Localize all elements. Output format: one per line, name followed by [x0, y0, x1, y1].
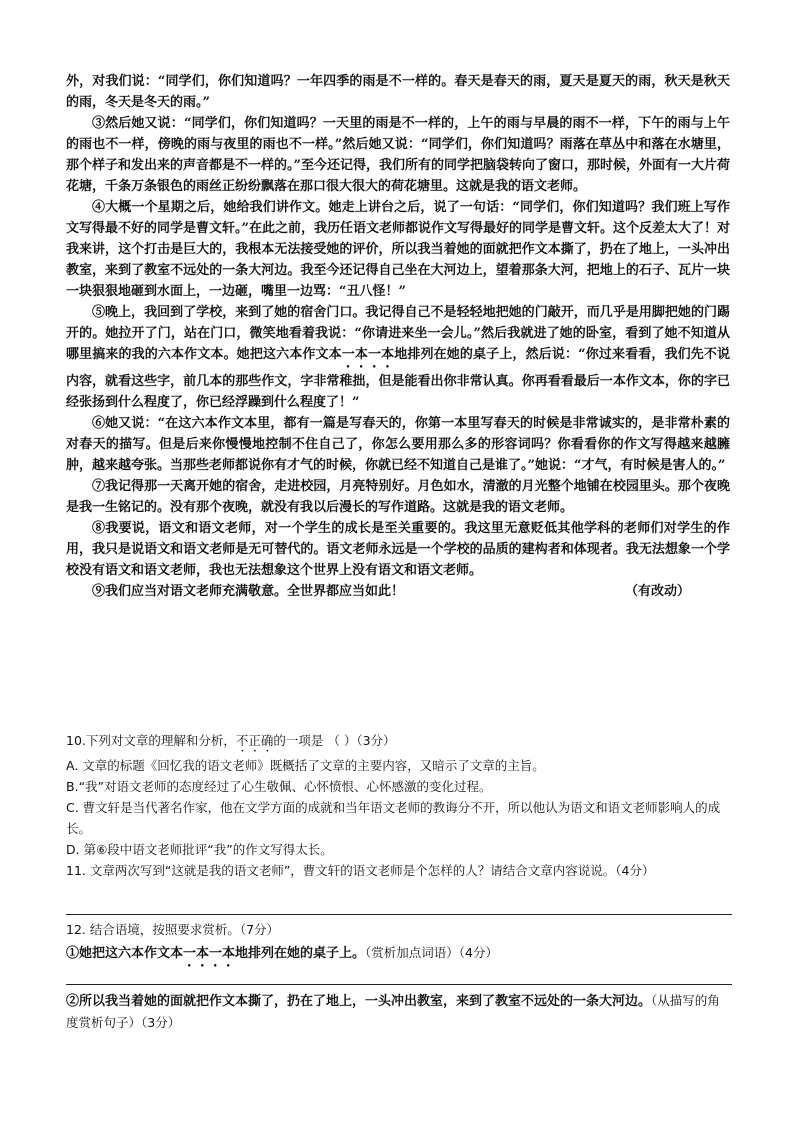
- passage-paragraph-4: ④大概一个星期之后，她给我们讲作文。她走上讲台之后，说了一句话：“同学们，你们知道吗？我们班上写作文写得最不好的同学是曹文轩。”在此之前，我历任语文老师都说作文写得最好的同学是曹文轩。这个反差太大了！对我来讲，这个打击是巨大的，我根本无法接受她的评价，所以我当着她的面就把作文本撕了，扔在了地上，一头冲出教室，来到了教室不远处的一条大河边。我至今还记得自己坐在大河边上，望着那条大河，把地上的石子、瓦片一块一块狠狠地砸到水面上，一边砸，嘴里一边骂：“丑八怪！”: [66, 200, 730, 299]
- q12-s1-requirement: （赏析加点词语）（4分）: [365, 945, 499, 960]
- q12-sentence-2: [66, 990, 730, 1033]
- question-10-stem: [66, 730, 730, 755]
- q12-s1-text-b: 地排列在她的桌子上。: [235, 946, 366, 961]
- paragraph-5-text-a: ⑤晚上，我回到了学校，来到了她的宿舍门口。我记得自己不是轻轻地把她的门敲开，而几乎是用脚把她的门踢开的。她拉开了门，站在门口，微笑地看着我说：“你请进来坐一会儿。”然后我就进了她的卧室，看到了她不知道从哪里搞来的我的六本作文本。她把这六本作文本: [66, 305, 730, 362]
- emphasized-phrase: 一本一本: [341, 347, 395, 362]
- answer-line-1: [66, 914, 732, 915]
- passage-paragraph-5: [66, 302, 730, 413]
- q12-s1-emphasized: 一本一本: [183, 946, 236, 961]
- passage-paragraph-3: ③然后她又说：“同学们，你们知道吗？一天里的雨是不一样的，上午的雨与早晨的雨不一样，下午的雨与上午的雨也不一样，傍晚的雨与夜里的雨也不一样。”然后她又说：“同学们，你们知道吗？雨落在草丛中和落在水塘里，那个样子和发出来的声音都是不一样的。”至今还记得，我们所有的同学把脑袋转向了窗口，那时候，外面有一大片荷花塘，千条万条银色的雨丝正纷纷飘落在那口很大很大的荷花塘里。这就是我的语文老师。: [66, 116, 730, 194]
- answer-line-2: [66, 984, 732, 985]
- passage-paragraph-7: ⑦我记得那一天离开她的宿舍，走进校园，月亮特别好。月色如水，清澈的月光整个地铺在校园里头。那个夜晚是我一生铭记的。没有那个夜晚，就没有我以后漫长的写作道路。这就是我的语文老师。: [66, 479, 730, 515]
- passage-paragraph-1-end: 外，对我们说：“同学们，你们知道吗？一年四季的雨是不一样的。春天是春天的雨，夏天是夏天的雨，秋天是秋天的雨，冬天是冬天的雨。”: [66, 74, 730, 110]
- question-10: [66, 730, 730, 881]
- passage-paragraph-9: [66, 581, 730, 602]
- question-12-part-2: [66, 990, 730, 1033]
- option-b-text: “我”对语文老师的态度经过了心生敬佩、心怀愤恨、心怀感激的变化过程。: [78, 779, 492, 794]
- question-12-stem: 12. 结合语境，按照要求赏析。（7分）: [66, 922, 280, 937]
- q12-s2-requirement: （从描写的角度赏析句子）（3分）: [66, 993, 720, 1030]
- q10-stem-a: 10.下列对文章的理解和分析，: [66, 733, 236, 748]
- option-a[interactable]: A. 文章的标题《回忆我的语文老师》既概括了文章的主要内容，又暗示了文章的主旨。: [66, 758, 545, 773]
- option-d[interactable]: D. 第⑥段中语文老师批评“我”的作文写得太长。: [66, 842, 333, 857]
- question-11-stem: 11. 文章两次写到“这就是我的语文老师”，曹文轩的语文老师是个怎样的人？请结合文章内容说说。（4分）: [66, 863, 655, 878]
- reading-passage: [66, 71, 730, 602]
- paragraph-9-text: ⑨我们应当对语文老师充满敬意。全世界都应当如此！: [92, 584, 405, 599]
- option-c[interactable]: C. 曹文轩是当代著名作家，他在文学方面的成就和当年语文老师的教诲分不开，所以他认为语文和语文老师影响人的成长。: [66, 800, 721, 836]
- question-12: [66, 919, 730, 970]
- option-b[interactable]: [66, 776, 730, 797]
- passage-paragraph-6: ⑥她又说：“在这六本作文本里，都有一篇是写春天的，你第一本里写春天的时候是非常诚实的，是非常朴素的对春天的描写。但是后来你慢慢地控制不住自己了，你怎么要用那么多的形容词吗？你看看你的作文写得越来越臃肿，越来越夸张。当那些老师都说你有才气的时候，你就已经不知道自己是谁了。”她说：“才气，有时候是害人的。”: [66, 416, 730, 473]
- q12-s2-text: ②所以我当着她的面就把作文本撕了，扔在了地上，一头冲出教室，来到了教室不远处的一条大河边。: [66, 994, 652, 1009]
- q10-stem-b: 的一项是 （ ）（3分）: [273, 733, 396, 748]
- q10-emphasized-word: 不正确: [235, 733, 274, 748]
- passage-paragraph-8: ⑧我要说，语文和语文老师，对一个学生的成长是至关重要的。我这里无意贬低其他学科的老师们对学生的作用，我只是说语文和语文老师是无可替代的。语文老师永远是一个学校的品质的建构者和体现者。我无法想象一个学校没有语文和语文老师，我也无法想象这个世界上没有语文和语文老师。: [66, 521, 730, 578]
- source-note: （有改动）: [624, 584, 690, 599]
- q12-sentence-1: [66, 942, 730, 970]
- option-b-label: B.: [66, 779, 79, 794]
- q12-s1-text-a: ①她把这六本作文本: [66, 946, 184, 961]
- paragraph-5-text-b: 地排列在她的桌子上，然后说：“你过来看看，我们先不说内容，就看这些字，前几本的那些作文，字非常稚拙，但是能看出你非常认真。你再看看最后一本作文本，你的字已经张扬到什么程度了，你已经浮躁到什么程度了！”: [66, 347, 730, 410]
